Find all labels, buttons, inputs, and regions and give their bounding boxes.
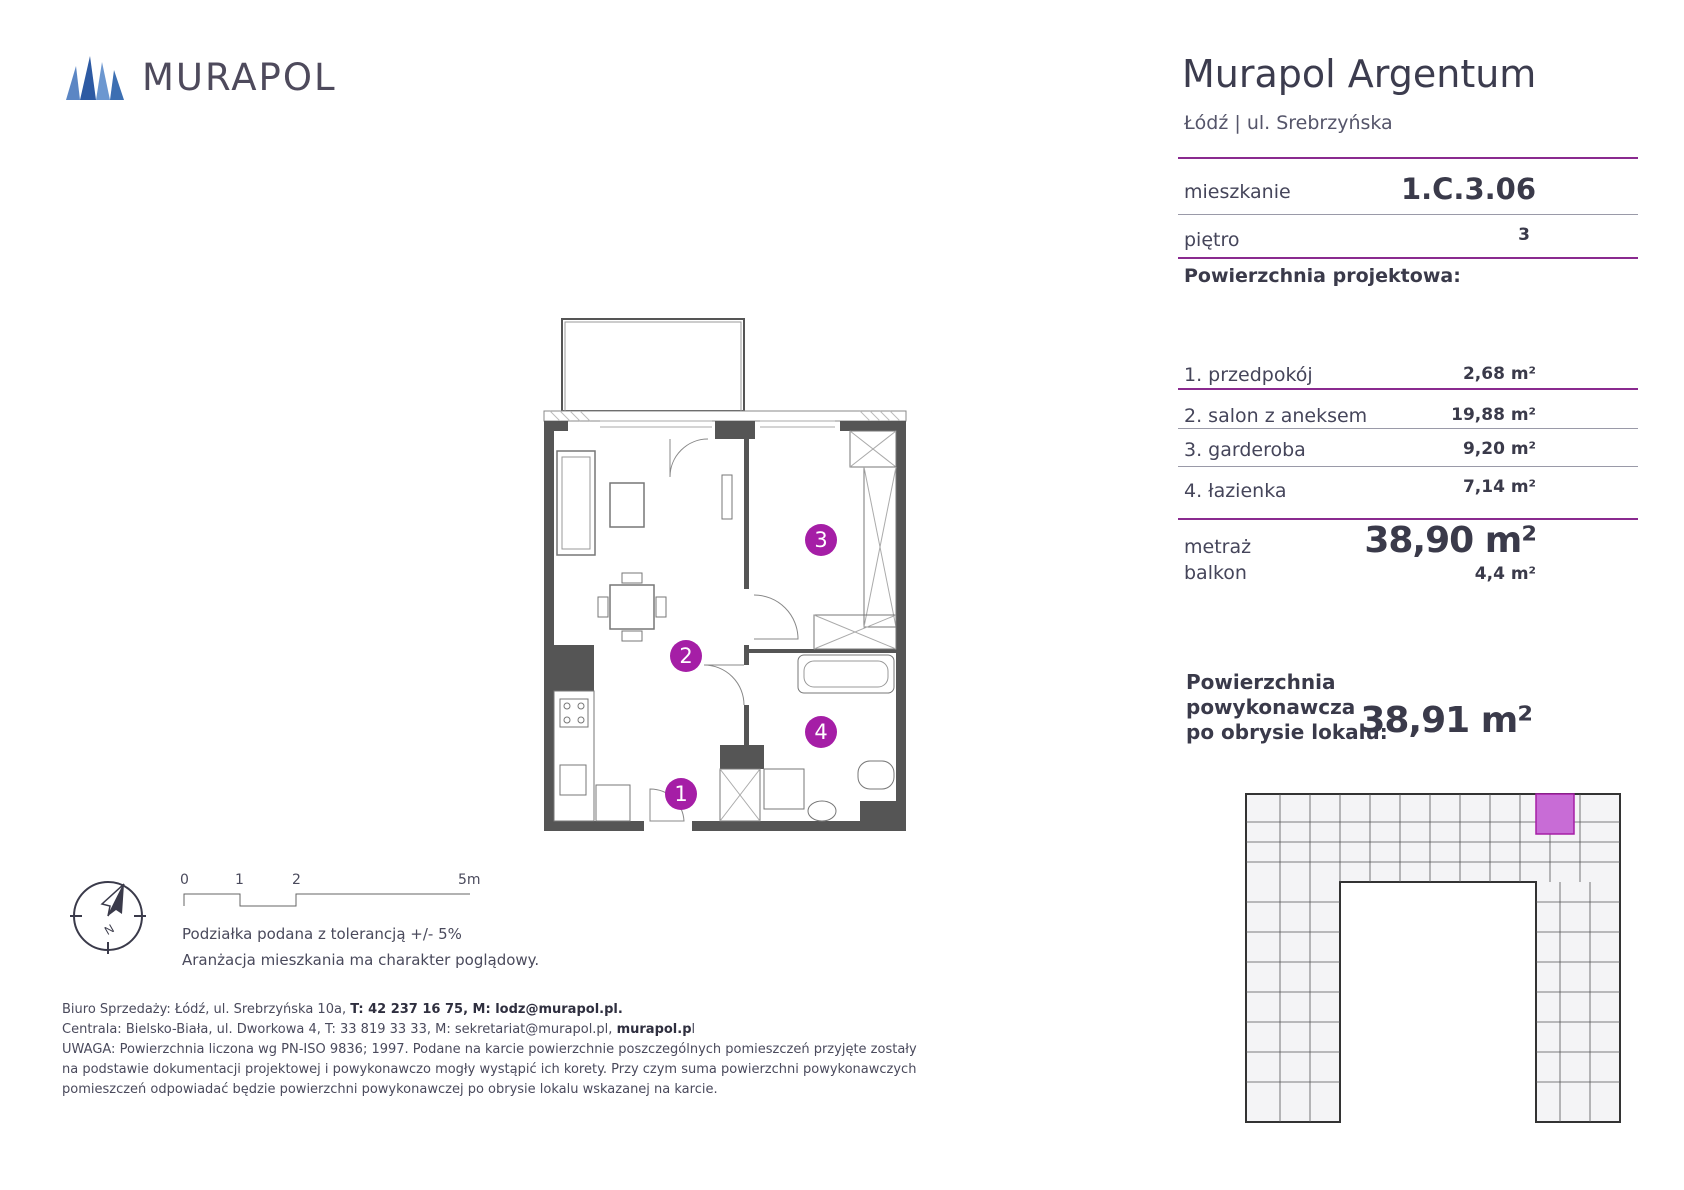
scale-tick-label: 0 xyxy=(180,872,189,888)
divider xyxy=(1178,157,1638,159)
murapol-logo xyxy=(66,54,366,102)
divider xyxy=(1178,428,1638,429)
footer-disclaimer: UWAGA: Powierzchnia liczona wg PN-ISO 9836; 1997. Podane na karcie powierzchnie poszczególnych pomieszczeń przyjęte zostały xyxy=(62,1042,917,1057)
room-row-4-label: 4. łazienka xyxy=(1184,480,1287,502)
room-row-2-area: 19,88 m² xyxy=(1451,405,1536,425)
scale-tick-label: 5m xyxy=(458,872,481,888)
metraz-label: metraż xyxy=(1184,536,1252,558)
as-built-heading-line: Powierzchnia xyxy=(1186,670,1336,694)
room-badge-1: 1 xyxy=(665,778,697,810)
scale-tick-label: 2 xyxy=(292,872,301,888)
divider xyxy=(1178,388,1638,390)
footer-contact: T: 42 237 16 75, M: lodz@murapol.pl. xyxy=(350,1002,623,1017)
footer-disclaimer: na podstawie dokumentacji projektowej i powykonawczo mogły wystąpić ich korety. Przy czym suma powierzchni powykonawczych xyxy=(62,1062,917,1077)
apartment-number: 1.C.3.06 xyxy=(1400,172,1536,206)
footer-text: l xyxy=(691,1022,696,1037)
compass-letter: N xyxy=(102,921,117,938)
room-row-1-area: 2,68 m² xyxy=(1462,364,1536,384)
room-row-3-label: 3. garderoba xyxy=(1184,439,1306,461)
wall-hatch xyxy=(544,411,906,421)
balkon-value: 4,4 m² xyxy=(1474,564,1536,584)
metraz-value: 38,90 m² xyxy=(1364,520,1536,561)
footer-headquarters xyxy=(62,1020,695,1040)
floor-label: piętro xyxy=(1184,229,1240,251)
room-row-1-label: 1. przedpokój xyxy=(1184,364,1313,386)
as-built-heading xyxy=(1186,670,1388,745)
scale-tick-label: 1 xyxy=(235,872,244,888)
project-address: Łódź | ul. Srebrzyńska xyxy=(1184,112,1393,134)
floor-value: 3 xyxy=(1518,225,1530,245)
highlighted-apartment xyxy=(1536,794,1574,834)
balcony xyxy=(562,319,744,411)
room-badge-2: 2 xyxy=(670,640,702,672)
footer-sales-office xyxy=(62,1000,623,1020)
footer-disclaimer: pomieszczeń odpowiadać będzie powierzchni powykonawczej po obrysie lokalu wskazanej na karcie. xyxy=(62,1082,718,1097)
footer-text: Biuro Sprzedaży: Łódź, ul. Srebrzyńska 10a, xyxy=(62,1002,351,1017)
divider xyxy=(1178,214,1638,215)
floor-plan xyxy=(540,315,920,840)
room-row-3-area: 9,20 m² xyxy=(1462,439,1536,459)
scale-note: Podziałka podana z tolerancją +/- 5% xyxy=(182,925,462,943)
as-built-heading-line: powykonawcza xyxy=(1186,695,1356,719)
project-area-heading: Powierzchnia projektowa: xyxy=(1184,265,1461,287)
room-badge-4: 4 xyxy=(805,716,837,748)
building-key-plan xyxy=(1240,782,1630,1170)
brand-name: MURAPOL xyxy=(142,56,337,99)
murapol-logo-mark xyxy=(66,56,126,100)
divider xyxy=(1178,257,1638,259)
room-row-4-area: 7,14 m² xyxy=(1462,477,1536,497)
as-built-value: 38,91 m² xyxy=(1360,700,1532,741)
project-title: Murapol Argentum xyxy=(1182,52,1537,96)
scale-bar xyxy=(180,890,480,910)
footer-website: murapol.p xyxy=(616,1022,692,1037)
as-built-heading-line: po obrysie lokalu: xyxy=(1186,720,1388,744)
arrangement-note: Aranżacja mieszkania ma charakter poglądowy. xyxy=(182,951,540,969)
compass-icon xyxy=(68,876,148,956)
balkon-label: balkon xyxy=(1184,562,1247,584)
divider xyxy=(1178,466,1638,467)
footer-text: Centrala: Bielsko-Biała, ul. Dworkowa 4, T: 33 819 33 33, M: sekretariat@murapol.pl, xyxy=(62,1022,617,1037)
room-row-2-label: 2. salon z aneksem xyxy=(1184,405,1368,427)
apartment-label: mieszkanie xyxy=(1184,181,1291,203)
room-badge-3: 3 xyxy=(805,524,837,556)
